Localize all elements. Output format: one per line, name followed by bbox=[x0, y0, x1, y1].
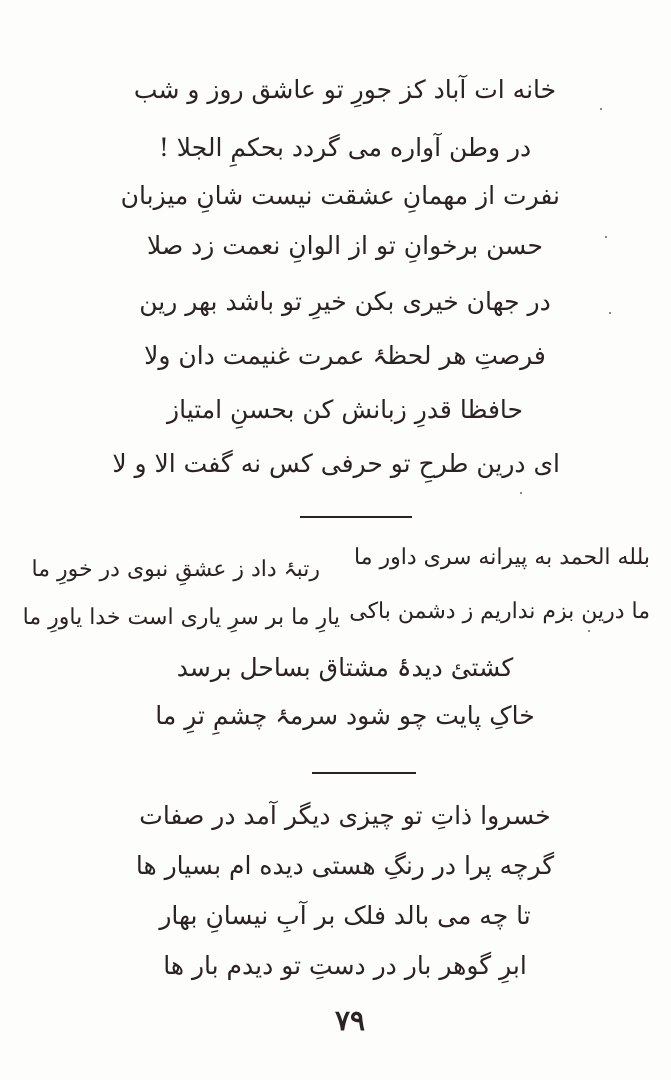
scan-speck bbox=[600, 108, 602, 110]
poem1-line-7: حافظا قدرِ زبانش کن بحسنِ امتیاز bbox=[167, 395, 523, 424]
poem3-line-4: ابرِ گوهر بار در دستِ تو دیدم بار ها bbox=[163, 951, 527, 980]
poem1-line-4: حسن برخوانِ تو از الوانِ نعمت زد صلا bbox=[147, 231, 543, 260]
poem2-line-2: خاکِ پایت چو شود سرمۂ چشمِ ترِ ما bbox=[155, 701, 535, 730]
poem2-line-1: کشتئ دیدۂ مشتاق بساحل برسد bbox=[176, 653, 514, 682]
poem1-line-8: ای درین طرحِ تو حرفی کس نه گفت الا و لا bbox=[112, 449, 560, 478]
section-divider-2 bbox=[312, 772, 416, 774]
page-number: ۷۹ bbox=[334, 1004, 366, 1037]
poem1-line-6: فرصتِ هر لحظۂ عمرت غنیمت دان ولا bbox=[144, 341, 546, 370]
scan-speck bbox=[520, 492, 522, 494]
poem3-line-1: خسروا ذاتِ تو چیزی دیگر آمد در صفات bbox=[139, 801, 551, 830]
scan-speck bbox=[609, 312, 611, 314]
poem1-line-5: در جهان خیری بکن خیرِ تو باشد بهر رین bbox=[139, 287, 551, 316]
poem3-line-3: تا چه می بالد فلک بر آبِ نیسانِ بهار bbox=[159, 901, 531, 930]
poem2-couplet2-right: ما درین بزم نداریم ز دشمن باکی bbox=[349, 599, 650, 624]
poem2-couplet1-right: بلله الحمد به پیرانه سری داور ما bbox=[353, 545, 650, 570]
poem1-line-3: نفرت از مهمانِ عشقت نیست شانِ میزبان bbox=[120, 181, 560, 210]
scan-speck bbox=[588, 630, 590, 632]
poem1-line-1: خانه ات آباد کز جورِ تو عاشق روز و شب bbox=[133, 75, 557, 104]
scan-speck bbox=[605, 236, 607, 238]
poem2-couplet1-left: رتبۂ داد ز عشقِ نبوی در خورِ ما bbox=[31, 557, 320, 582]
section-divider-1 bbox=[300, 516, 412, 518]
poem2-couplet2-left: یارِ ما بر سرِ یاری است خدا یاورِ ما bbox=[22, 605, 340, 630]
poem3-line-2: گرچه پرا در رنگِ هستی دیده ام بسیار ها bbox=[135, 851, 555, 880]
poem1-line-2: در وطن آواره می گردد بحکمِ الجلا ! bbox=[158, 133, 532, 162]
